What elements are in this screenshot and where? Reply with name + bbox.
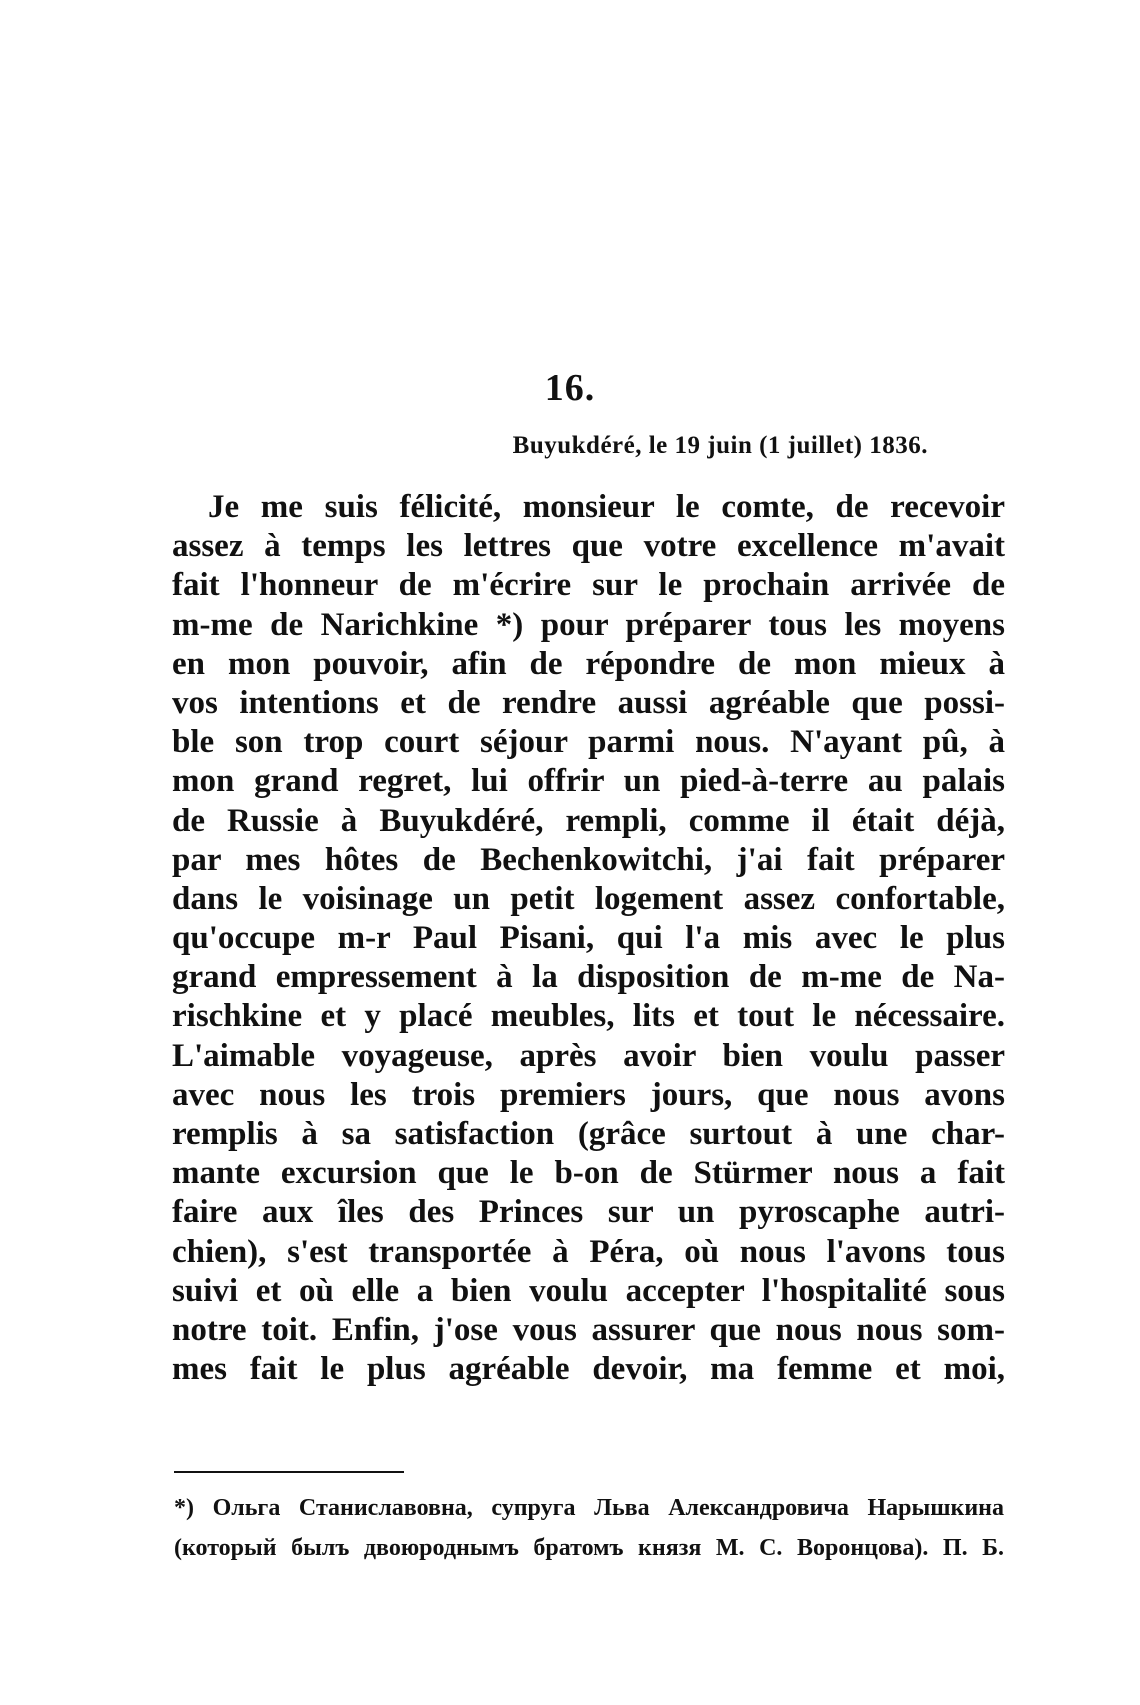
dateline: Buyukdéré, le 19 juin (1 juillet) 1836. <box>512 432 928 459</box>
footnote-line: (который былъ двоюроднымъ братомъ князя М. С. Воронцова). П. Б. <box>174 1535 1004 1561</box>
letter-number: 16. <box>544 367 596 409</box>
body-line: par mes hôtes de Bechenkowitchi, j'ai fait préparer <box>172 841 1005 878</box>
body-line: L'aimable voyageuse, après avoir bien voulu passer <box>172 1037 1005 1074</box>
body-line: suivi et où elle a bien voulu accepter l'hospitalité sous <box>172 1272 1005 1309</box>
body-line: m-me de Narichkine *) pour préparer tous les moyens <box>172 606 1005 643</box>
body-line: de Russie à Buyukdéré, rempli, comme il était déjà, <box>172 802 1005 839</box>
body-line: fait l'honneur de m'écrire sur le prochain arrivée de <box>172 567 1005 604</box>
body-line: notre toit. Enfin, j'ose vous assurer que nous nous som- <box>172 1311 1005 1348</box>
body-line: faire aux îles des Princes sur un pyroscaphe autri- <box>172 1194 1005 1231</box>
body-line: avec nous les trois premiers jours, que nous avons <box>172 1076 1005 1113</box>
footnote <box>174 1488 1004 1568</box>
body-line: rischkine et y placé meubles, lits et tout le nécessaire. <box>172 998 1005 1035</box>
body-line: chien), s'est transportée à Péra, où nous l'avons tous <box>172 1233 1005 1270</box>
body-line: assez à temps les lettres que votre excellence m'avait <box>172 528 1005 565</box>
body-line: dans le voisinage un petit logement assez confortable, <box>172 880 1005 917</box>
body-line: vos intentions et de rendre aussi agréable que possi- <box>172 684 1005 721</box>
body-line: grand empressement à la disposition de m-me de Na- <box>172 959 1005 996</box>
footnote-line: *) Ольга Станиславовна, супруга Льва Александровича Нарышкина <box>174 1495 1004 1521</box>
letter-body <box>172 488 1005 1389</box>
body-line: remplis à sa satisfaction (grâce surtout à une char- <box>172 1116 1005 1152</box>
body-line: en mon pouvoir, afin de répondre de mon mieux à <box>172 645 1005 682</box>
body-line: mante excursion que le b-on de Stürmer nous a fait <box>172 1155 1005 1192</box>
body-line: qu'occupe m-r Paul Pisani, qui l'a mis avec le plus <box>172 920 1005 957</box>
body-line: mon grand regret, lui offrir un pied-à-terre au palais <box>172 763 1005 800</box>
body-line: ble son trop court séjour parmi nous. N'ayant pû, à <box>172 724 1005 761</box>
body-line: Je me suis félicité, monsieur le comte, de recevoir <box>208 489 1005 525</box>
body-line: mes fait le plus agréable devoir, ma femme et moi, <box>172 1351 1005 1388</box>
footnote-divider <box>174 1471 404 1473</box>
